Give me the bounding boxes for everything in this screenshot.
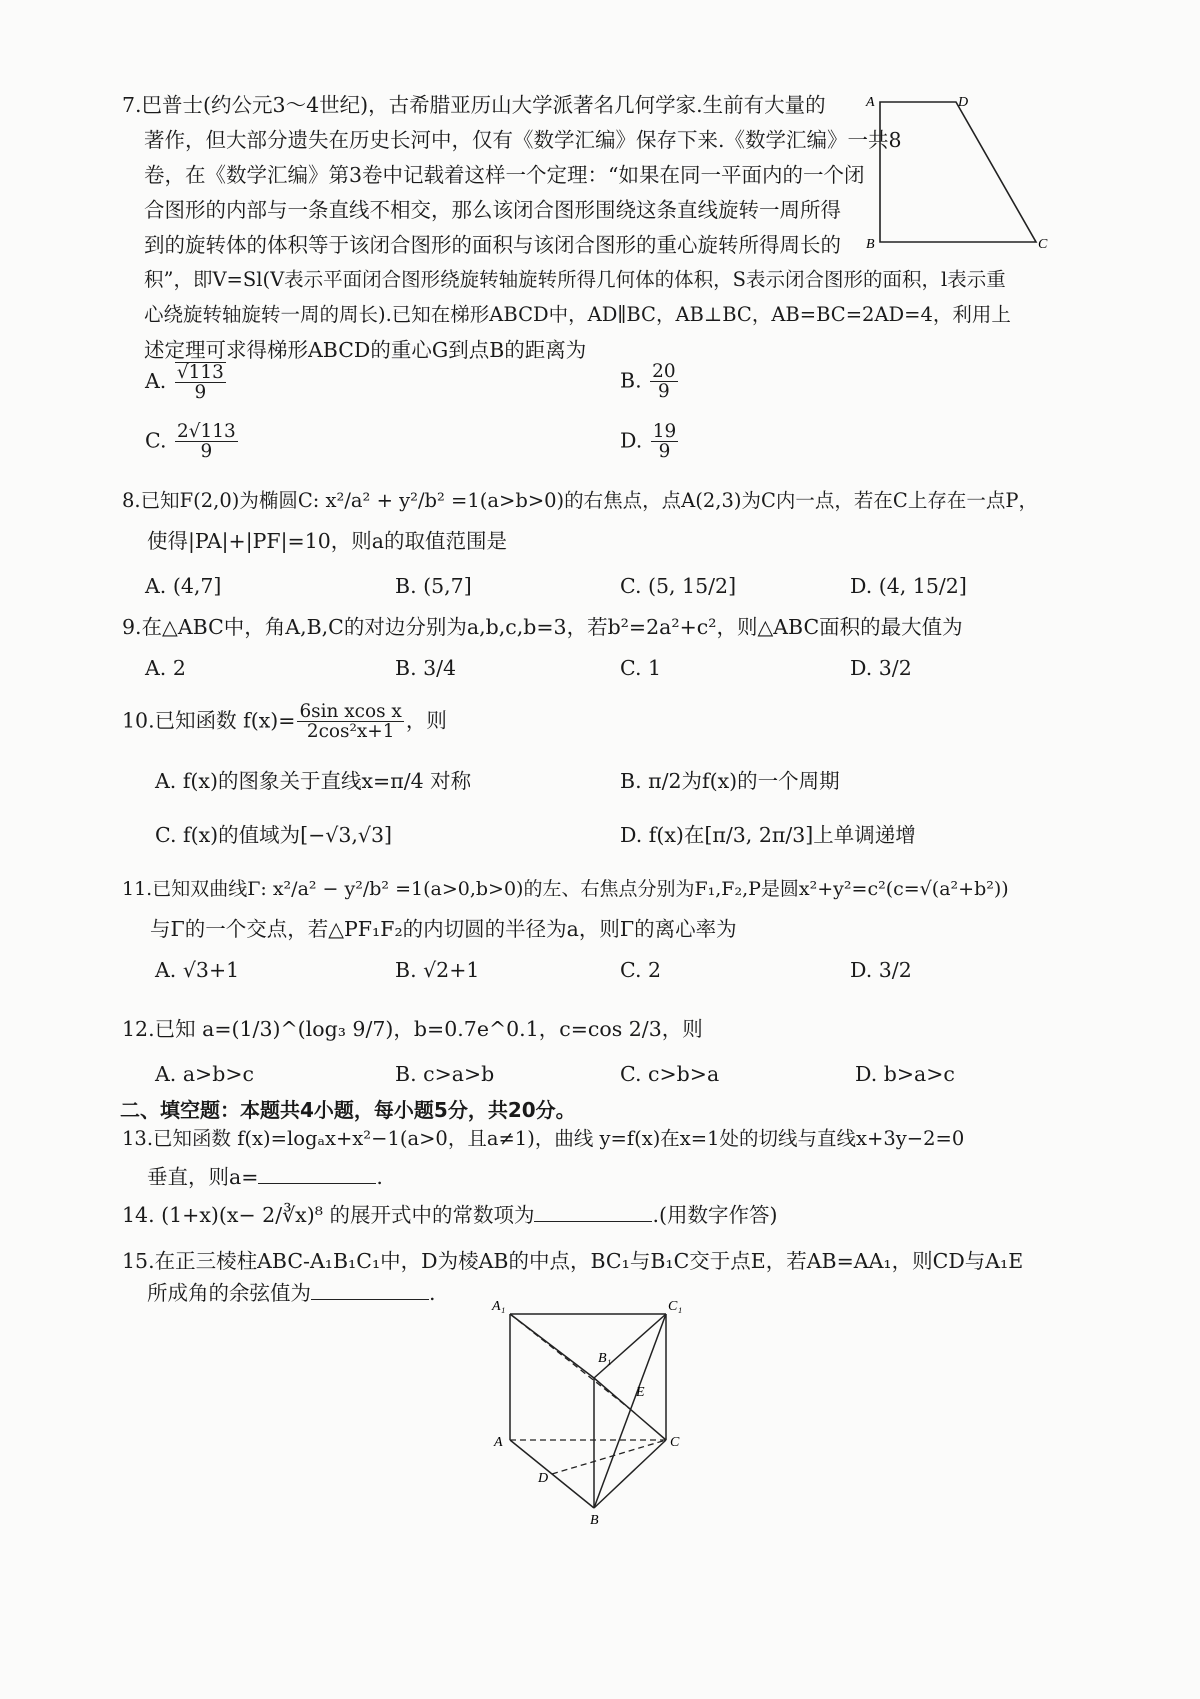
q14-line-1	[122, 1198, 777, 1232]
q7-option-a	[145, 362, 228, 403]
fig7-label-C: C	[1038, 237, 1048, 252]
q7-line-3: 卷，在《数学汇编》第3卷中记载着这样一个定理：“如果在同一平面内的一个闭	[144, 163, 865, 187]
q8-line-1: 8.已知F(2,0)为椭圆C: x²/a² + y²/b² =1(a>b>0)的右焦点，点A(2,3)为C内一点，若在C上存在一点P，	[122, 489, 1038, 512]
q7-option-c-label: C.	[145, 428, 167, 453]
q7-line-1: 7.巴普士(约公元3～4世纪)，古希腊亚历山大学派著名几何学家.生前有大量的	[122, 93, 826, 117]
q11-option-b: B. √2+1	[395, 958, 480, 982]
q12-option-c: C. c>b>a	[620, 1062, 720, 1086]
fig15-label-C1: C₁	[668, 1299, 683, 1314]
q11-option-d: D. 3/2	[850, 958, 912, 982]
q11-option-a: A. √3+1	[155, 958, 240, 982]
q15-line-1: 15.在正三棱柱ABC-A₁B₁C₁中，D为棱AB的中点，BC₁与B₁C交于点E，若AB=AA₁，则CD与A₁E	[122, 1249, 1024, 1273]
q9-option-d: D. 3/2	[850, 656, 912, 680]
q7-option-d-label: D.	[620, 428, 643, 453]
q7-option-d-den: 9	[658, 441, 671, 463]
q12-option-a: A. a>b>c	[155, 1062, 255, 1086]
q13-answer-blank	[258, 1165, 376, 1184]
q11-line-2: 与Γ的一个交点，若△PF₁F₂的内切圆的半径为a，则Γ的离心率为	[150, 917, 737, 941]
q7-line-7: 心绕旋转轴旋转一周的周长).已知在梯形ABCD中，AD∥BC，AB⊥BC，AB=BC=2AD=4，利用上	[144, 303, 1011, 326]
q12-option-b: B. c>a>b	[395, 1062, 495, 1086]
fig7-label-A: A	[866, 95, 875, 110]
q9-option-c: C. 1	[620, 656, 662, 680]
q14-text: 14. (1+x)(x− 2/∛x)⁸ 的展开式中的常数项为	[122, 1203, 535, 1227]
q10-prefix: 10.已知函数 f(x)=	[122, 708, 296, 733]
q7-option-b	[620, 362, 680, 402]
trapezoid-figure	[858, 90, 1058, 260]
q9-option-a: A. 2	[145, 656, 186, 680]
q7-option-d-num: 19	[652, 421, 677, 442]
q8-option-c: C. (5, 15/2]	[620, 574, 737, 598]
q13-line-1: 13.已知函数 f(x)=logₐx+x²−1(a>0，且a≠1)，曲线 y=f(x)在x=1处的切线与直线x+3y−2=0	[122, 1127, 965, 1150]
q7-option-a-label: A.	[145, 368, 167, 393]
q7-option-c-den: 9	[200, 441, 213, 463]
q7-line-6: 积”，即V=Sl(V表示平面闭合图形绕旋转轴旋转所得几何体的体积，S表示闭合图形的面积，l表示重	[144, 268, 1006, 291]
q8-line-2: 使得|PA|+|PF|=10，则a的取值范围是	[147, 529, 508, 553]
q14-text-end: .(用数字作答)	[652, 1203, 778, 1227]
q10-suffix: ，则	[405, 708, 447, 733]
q10-option-c: C. f(x)的值域为[−√3,√3]	[155, 823, 393, 847]
q7-option-a-den: 9	[194, 382, 207, 404]
q7-line-5: 到的旋转体的体积等于该闭合图形的面积与该闭合图形的重心旋转所得周长的	[144, 233, 841, 257]
q15-answer-blank	[311, 1281, 429, 1300]
q13-line-2-end: .	[376, 1165, 383, 1189]
q13-line-2	[147, 1160, 383, 1194]
q10-line-1	[122, 702, 447, 742]
q11-option-c: C. 2	[620, 958, 662, 982]
q10-option-b: B. π/2为f(x)的一个周期	[620, 769, 840, 793]
q10-option-a: A. f(x)的图象关于直线x=π/4 对称	[155, 769, 472, 793]
q8-option-a: A. (4,7]	[145, 574, 222, 598]
q9-option-b: B. 3/4	[395, 656, 457, 680]
q15-line-2-text: 所成角的余弦值为	[147, 1281, 311, 1305]
q7-option-b-label: B.	[620, 368, 642, 393]
fig15-label-A1: A₁	[492, 1299, 506, 1314]
q12-option-d: D. b>a>c	[855, 1062, 955, 1086]
q7-line-2: 著作，但大部分遗失在历史长河中，仅有《数学汇编》保存下来.《数学汇编》一共8	[144, 128, 902, 152]
section-fill-in-heading: 二、填空题：本题共4小题，每小题5分，共20分。	[120, 1098, 576, 1122]
q8-option-b: B. (5,7]	[395, 574, 472, 598]
fig15-label-E: E	[636, 1385, 645, 1400]
q9-line-1: 9.在△ABC中，角A,B,C的对边分别为a,b,c,b=3，若b²=2a²+c²，则△ABC面积的最大值为	[122, 615, 963, 639]
q7-option-c	[145, 422, 240, 462]
fig7-label-D: D	[958, 95, 969, 110]
q10-denominator: 2cos²x+1	[306, 721, 395, 743]
q13-line-2-text: 垂直，则a=	[147, 1165, 259, 1189]
q10-option-d: D. f(x)在[π/3, 2π/3]上单调递增	[620, 823, 916, 847]
q11-line-1: 11.已知双曲线Γ: x²/a² − y²/b² =1(a>0,b>0)的左、右焦点分别为F₁,F₂,P是圆x²+y²=c²(c=√(a²+b²))	[122, 878, 1009, 900]
fig15-label-B1: B₁	[598, 1351, 612, 1366]
prism-figure	[488, 1296, 708, 1526]
q7-option-d	[620, 422, 680, 462]
q15-line-2-end: .	[429, 1281, 436, 1305]
fig15-label-C: C	[670, 1435, 680, 1450]
q7-option-b-num: 20	[652, 361, 676, 382]
fig7-label-B: B	[866, 237, 875, 252]
q7-option-a-num: √113	[176, 362, 224, 383]
q7-line-4: 合图形的内部与一条直线不相交，那么该闭合图形围绕这条直线旋转一周所得	[144, 198, 841, 222]
q14-answer-blank	[534, 1203, 652, 1222]
q7-line-8: 述定理可求得梯形ABCD的重心G到点B的距离为	[144, 338, 587, 362]
q7-option-c-num: 2√113	[177, 421, 236, 442]
fig15-label-A: A	[494, 1435, 503, 1450]
fig15-label-D: D	[538, 1471, 549, 1486]
q7-option-b-den: 9	[657, 381, 670, 403]
q15-line-2	[147, 1276, 436, 1310]
q12-line-1: 12.已知 a=(1/3)^(log₃ 9/7)，b=0.7e^0.1，c=cos 2/3，则	[122, 1017, 703, 1041]
q8-option-d: D. (4, 15/2]	[850, 574, 967, 598]
fig15-label-B: B	[590, 1513, 599, 1526]
q10-numerator: 6sin xcos x	[299, 701, 402, 722]
